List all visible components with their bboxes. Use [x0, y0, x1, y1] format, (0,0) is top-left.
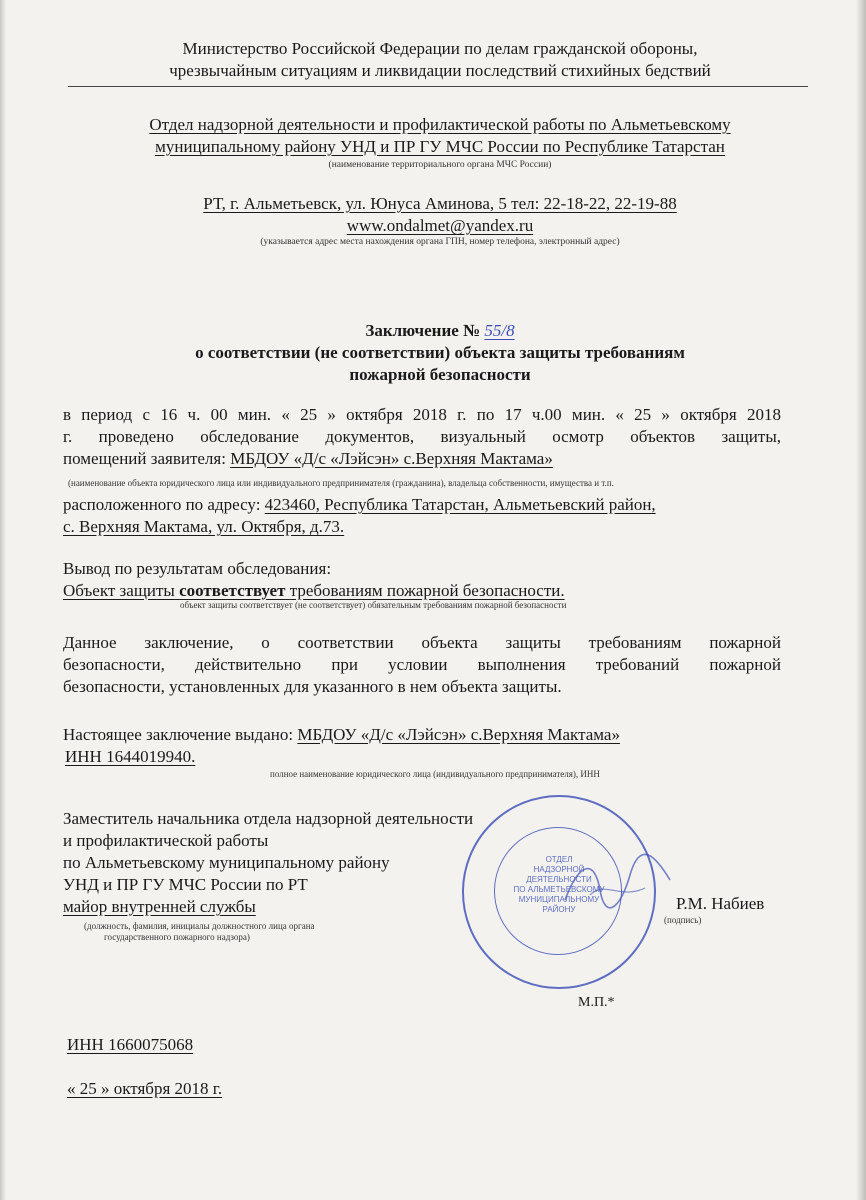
- stamp-text-3: ДЕЯТЕЛЬНОСТИ: [526, 875, 592, 884]
- title-line-1: [60, 320, 820, 342]
- stamp-text-6: РАЙОНУ: [542, 905, 576, 914]
- department-block: [60, 114, 820, 158]
- object-address-line-1: [63, 494, 781, 516]
- signatory-line-4: УНД и ПР ГУ МЧС России по РТ: [63, 875, 308, 894]
- stamp-text-2: НАДЗОРНОЙ: [533, 865, 585, 874]
- issued-line: [63, 724, 781, 746]
- address-block: [60, 193, 820, 237]
- ministry-line-1: Министерство Российской Федерации по делам гражданской обороны,: [182, 39, 698, 58]
- issued-note: полное наименование юридического лица (индивидуального предпринимателя), ИНН: [270, 769, 600, 779]
- issued-inn: ИНН 1644019940.: [65, 747, 196, 766]
- address-paragraph: [63, 494, 781, 538]
- title-line-3: пожарной безопасности: [349, 365, 531, 384]
- department-note: (наименование территориального органа МЧС России): [328, 160, 552, 170]
- ministry-line-2: чрезвычайным ситуациям и ликвидации последствий стихийных бедствий: [169, 61, 711, 80]
- signatory-name: Р.М. Набиев: [676, 894, 765, 913]
- signatory-line-1: Заместитель начальника отдела надзорной деятельности: [63, 809, 474, 828]
- department-line-2: муниципальному району УНД и ПР ГУ МЧС России по Республике Татарстан: [155, 137, 725, 156]
- email-line: www.ondalmet@yandex.ru: [346, 216, 534, 235]
- validity-line-2: безопасности, действительно при условии выполнения требований пожарной: [63, 655, 781, 674]
- issued-section: [63, 724, 781, 768]
- applicant-note: (наименование объекта юридического лица или индивидуального предпринимателя (гражданина), владельца собственности, имущества и т.п.: [68, 478, 614, 488]
- page-right-edge: [856, 0, 866, 1200]
- inspection-line-1: в период с 16 ч. 00 мин. « 25 » октября 2018 г. по 17 ч.00 мин. « 25 » октября 2018: [63, 405, 781, 424]
- ministry-header: [60, 38, 820, 82]
- footer-inn: ИНН 1660075068: [67, 1035, 194, 1054]
- applicant-label: помещений заявителя:: [63, 449, 226, 468]
- stamp-text-5: МУНИЦИПАЛЬНОМУ: [518, 895, 600, 904]
- conclusion-post: требованиям пожарной безопасности.: [289, 581, 565, 600]
- conclusion-result: [63, 580, 781, 602]
- header-divider: [68, 86, 808, 87]
- conclusion-note: объект защиты соответствует (не соответствует) обязательным требованиям пожарной безопасности: [180, 600, 567, 610]
- signatory-line-5: майор внутренней службы: [63, 897, 256, 916]
- conclusion-number: 55/8: [484, 321, 515, 340]
- issued-value: МБДОУ «Д/с «Лэйсэн» с.Верхняя Мактама»: [297, 725, 620, 744]
- department-line-1: Отдел надзорной деятельности и профилактической работы по Альметьевскому: [149, 115, 731, 134]
- footer-date: « 25 » октября 2018 г.: [67, 1079, 223, 1098]
- inspection-paragraph: [63, 404, 781, 470]
- signatory-note-1: (должность, фамилия, инициалы должностного лица органа: [84, 921, 315, 931]
- conclusion-pre: Объект защиты: [63, 581, 175, 600]
- stamp-place: М.П.*: [578, 995, 615, 1010]
- address-line: РТ, г. Альметьевск, ул. Юнуса Аминова, 5 тел: 22-18-22, 22-19-88: [203, 194, 677, 213]
- address-note: (указывается адрес места нахождения органа ГПН, номер телефона, электронный адрес): [260, 237, 620, 247]
- validity-line-1: Данное заключение, о соответствии объекта защиты требованиям пожарной: [63, 633, 781, 652]
- object-address-value-1: 423460, Республика Татарстан, Альметьевский район,: [264, 495, 656, 514]
- applicant-value: МБДОУ «Д/с «Лэйсэн» с.Верхняя Мактама»: [230, 449, 553, 468]
- conclusion-label: Вывод по результатам обследования:: [63, 559, 332, 578]
- signatory-line-2: и профилактической работы: [63, 831, 269, 850]
- conclusion-verdict: соответствует: [179, 581, 286, 600]
- handwritten-signature: [560, 850, 680, 920]
- signature-note: (подпись): [664, 915, 702, 925]
- object-address-label: расположенного по адресу:: [63, 495, 261, 514]
- signatory-note: [84, 921, 404, 943]
- validity-line-3: безопасности, установленных для указанного в нем объекта защиты.: [63, 677, 562, 696]
- page-left-edge: [0, 0, 6, 1200]
- inspection-line-3: [63, 448, 781, 470]
- object-address-value-2: с. Верхняя Мактама, ул. Октября, д.73.: [63, 517, 345, 536]
- conclusion-title: [60, 320, 820, 386]
- stamp-text-4: ПО АЛЬМЕТЬЕВСКОМУ: [513, 885, 605, 894]
- conclusion-section: [63, 558, 781, 602]
- stamp-text-1: ОТДЕЛ: [545, 855, 573, 864]
- title-line-2: о соответствии (не соответствии) объекта защиты требованиям: [195, 343, 685, 362]
- issued-label: Настоящее заключение выдано:: [63, 725, 294, 744]
- validity-paragraph: [63, 632, 781, 698]
- signatory-line-3: по Альметьевскому муниципальному району: [63, 853, 390, 872]
- title-prefix: Заключение №: [365, 321, 481, 340]
- signatory-note-2: государственного пожарного надзора): [104, 932, 250, 942]
- inspection-line-2: г. проведено обследование документов, визуальный осмотр объектов защиты,: [63, 427, 781, 446]
